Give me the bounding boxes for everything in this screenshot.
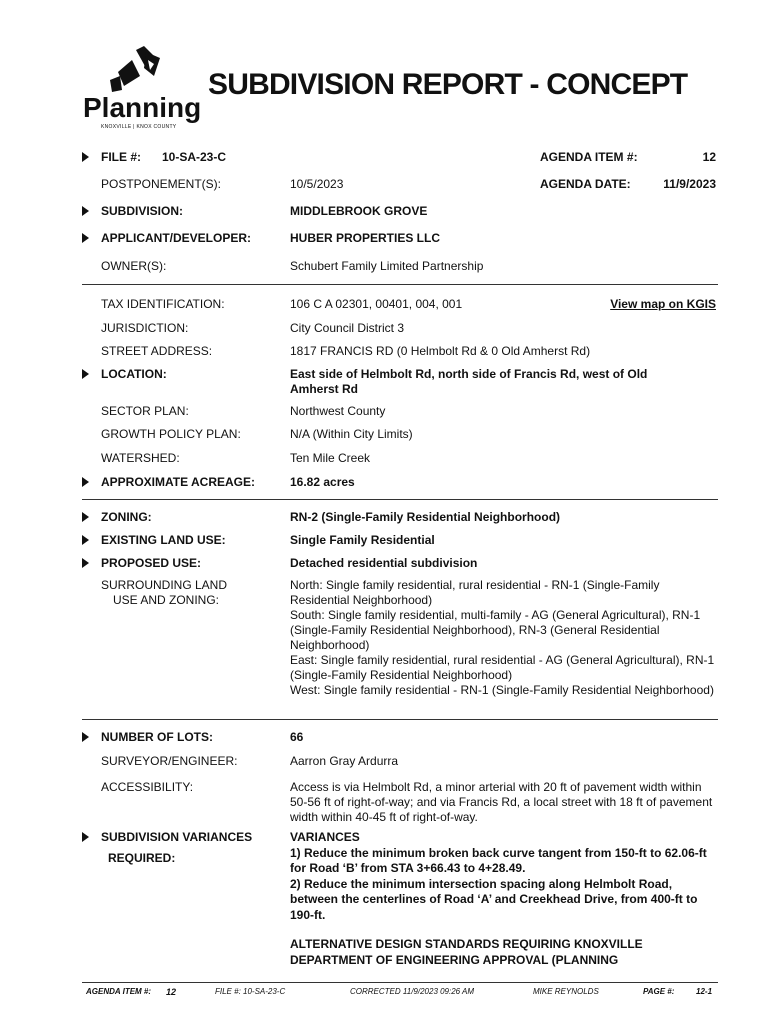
surrounding-south: South: Single family residential, multi-family - AG (General Agricultural), RN-1 (Single-Family Residential Neighborhood), RN-3 (General Residential Neighborhood) [290, 608, 701, 652]
variance-item-2: 2) Reduce the minimum intersection spacing along Helmbolt Road, between the centerlines of Road ‘A’ and Creekhead Drive, from 400-ft to 190-ft. [290, 876, 698, 922]
footer-file: FILE #: 10-SA-23-C [215, 987, 286, 996]
kgis-map-link[interactable]: View map on KGIS [610, 297, 716, 311]
footer-page-label: PAGE #: [643, 987, 675, 996]
surrounding-label-line1: SURROUNDING LAND [101, 578, 228, 592]
footer-agenda-item-value: 12 [166, 987, 177, 997]
logo-text: Planning [83, 92, 202, 123]
surveyor-value: Aarron Gray Ardurra [290, 754, 399, 768]
street-address-label: STREET ADDRESS: [101, 344, 213, 358]
tax-id-value: 106 C A 02301, 00401, 004, 001 [290, 297, 463, 311]
footer-author: MIKE REYNOLDS [533, 987, 599, 996]
watershed-label: WATERSHED: [101, 451, 180, 465]
surveyor-label: SURVEYOR/ENGINEER: [101, 754, 238, 768]
variances-content [290, 830, 718, 968]
arrow-icon [82, 535, 89, 545]
surrounding-label-line2: USE AND ZONING: [113, 593, 220, 607]
tax-id-label: TAX IDENTIFICATION: [101, 297, 225, 311]
section-divider [82, 284, 718, 285]
subdivision-label: SUBDIVISION: [101, 204, 184, 218]
owner-value: Schubert Family Limited Partnership [290, 259, 484, 273]
proposed-use-value: Detached residential subdivision [290, 556, 478, 570]
acreage-value: 16.82 acres [290, 475, 355, 489]
growth-policy-label: GROWTH POLICY PLAN: [101, 427, 241, 441]
arrow-icon [82, 152, 89, 162]
accessibility-value: Access is via Helmbolt Rd, a minor arterial with 20 ft of pavement width within 50-56 ft of right-of-way; and via Francis Rd, a local street with 18 ft of pavement width within 40-45 ft of right-of-way. [290, 780, 713, 824]
sector-plan-label: SECTOR PLAN: [101, 404, 189, 418]
accessibility-label: ACCESSIBILITY: [101, 780, 194, 794]
footer-page-value: 12-1 [696, 987, 713, 996]
growth-policy-value: N/A (Within City Limits) [290, 427, 413, 441]
surrounding-east: East: Single family residential, rural residential - AG (General Agricultural), RN-1 (Single-Family Residential Neighborhood) [290, 653, 715, 682]
page-title: SUBDIVISION REPORT - CONCEPT [208, 68, 688, 101]
watershed-value: Ten Mile Creek [290, 451, 371, 465]
arrow-icon [82, 369, 89, 379]
logo-subtext: KNOXVILLE | KNOX COUNTY [101, 124, 177, 130]
jurisdiction-label: JURISDICTION: [101, 321, 189, 335]
location-label: LOCATION: [101, 367, 167, 381]
file-number: 10-SA-23-C [162, 150, 227, 164]
postponement-value: 10/5/2023 [290, 177, 344, 191]
arrow-icon [82, 206, 89, 216]
acreage-label: APPROXIMATE ACREAGE: [101, 475, 256, 489]
footer-divider [82, 982, 718, 983]
zoning-value: RN-2 (Single-Family Residential Neighborhood) [290, 510, 561, 524]
street-address-value: 1817 FRANCIS RD (0 Helmbolt Rd & 0 Old Amherst Rd) [290, 344, 591, 358]
subdivision-value: MIDDLEBROOK GROVE [290, 204, 428, 218]
owner-label: OWNER(S): [101, 259, 167, 273]
lots-value: 66 [290, 730, 304, 744]
applicant-label: APPLICANT/DEVELOPER: [101, 231, 252, 245]
arrow-icon [82, 512, 89, 522]
postponement-label: POSTPONEMENT(S): [101, 177, 222, 191]
agenda-item-value: 12 [702, 150, 716, 164]
arrow-icon [82, 832, 89, 842]
footer-agenda-item-label: AGENDA ITEM #: [86, 987, 152, 996]
sector-plan-value: Northwest County [290, 404, 386, 418]
arrow-icon [82, 233, 89, 243]
variance-item-1: 1) Reduce the minimum broken back curve tangent from 150-ft to 62.06-ft for Road ‘B’ from STA 3+66.43 to 4+28.49. [290, 845, 707, 875]
agenda-item-label: AGENDA ITEM #: [540, 150, 638, 164]
variances-heading: VARIANCES [290, 830, 360, 844]
agenda-date-label: AGENDA DATE: [540, 177, 631, 191]
location-value: East side of Helmbolt Rd, north side of Francis Rd, west of Old Amherst Rd [290, 367, 648, 396]
surrounding-land-use [290, 578, 718, 698]
section-divider [82, 719, 718, 720]
section-divider [82, 499, 718, 500]
arrow-icon [82, 477, 89, 487]
existing-use-value: Single Family Residential [290, 533, 435, 547]
applicant-value: HUBER PROPERTIES LLC [290, 231, 441, 245]
zoning-label: ZONING: [101, 510, 152, 524]
surrounding-west: West: Single family residential - RN-1 (Single-Family Residential Neighborhood) [290, 683, 714, 697]
existing-use-label: EXISTING LAND USE: [101, 533, 226, 547]
planning-logo-mark-icon [110, 46, 170, 92]
jurisdiction-value: City Council District 3 [290, 321, 405, 335]
agenda-date-value: 11/9/2023 [663, 177, 716, 191]
variances-label-line1: SUBDIVISION VARIANCES [101, 830, 253, 844]
arrow-icon [82, 558, 89, 568]
surrounding-north: North: Single family residential, rural residential - RN-1 (Single-Family Residential Neighborhood) [290, 578, 660, 607]
footer-corrected: CORRECTED 11/9/2023 09:26 AM [350, 987, 475, 996]
alternative-design-heading: ALTERNATIVE DESIGN STANDARDS REQUIRING KNOXVILLE DEPARTMENT OF ENGINEERING APPROVAL (PLANNING [290, 937, 643, 967]
lots-label: NUMBER OF LOTS: [101, 730, 213, 744]
variances-label-line2: REQUIRED: [108, 851, 176, 865]
file-label: FILE #: [101, 150, 142, 164]
proposed-use-label: PROPOSED USE: [101, 556, 202, 570]
arrow-icon [82, 732, 89, 742]
